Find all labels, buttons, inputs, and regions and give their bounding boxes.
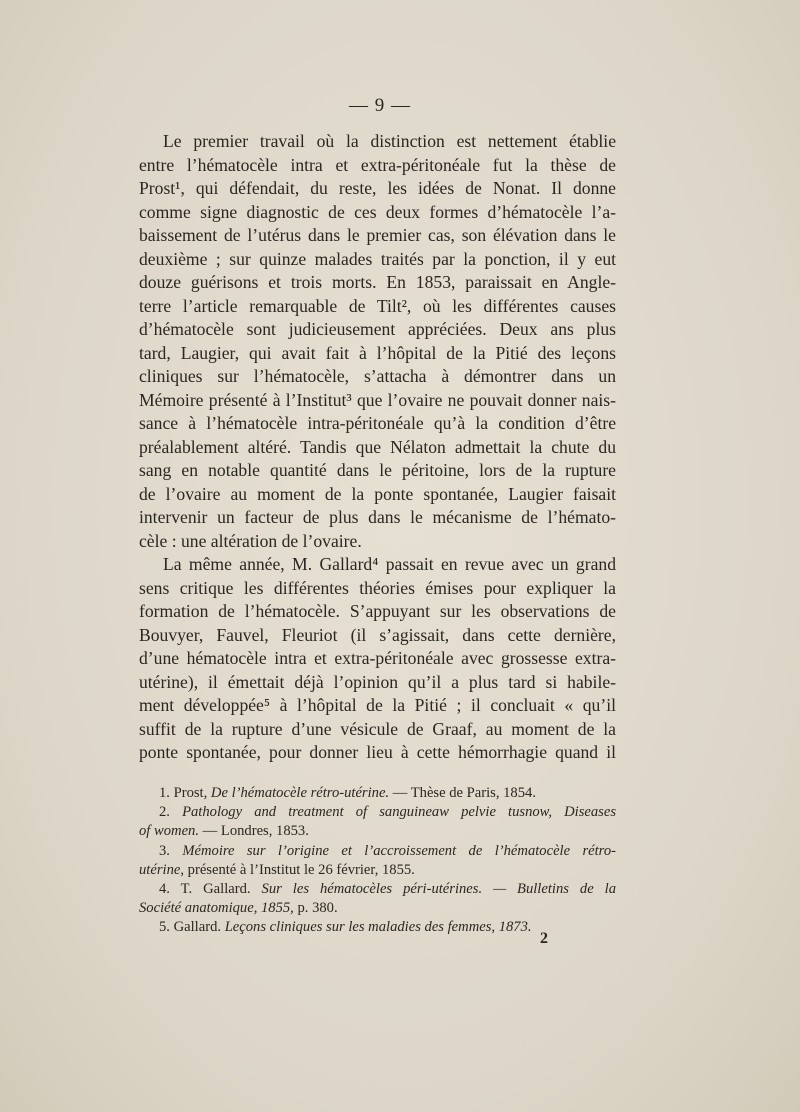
body-line: tard, Laugier, qui avait fait à l’hôpital de la Pitié des leçons — [139, 342, 616, 363]
body-line: utérine), il émettait déjà l’opinion qu’il a plus tard si habile- — [139, 671, 616, 692]
body-line: d’une hématocèle intra et extra-péritonéale avec grossesse extra- — [139, 648, 616, 668]
body-line: sens critique les différentes théories émises pour expliquer la — [139, 577, 616, 598]
body-line: Mémoire présenté à l’Institut³ que l’ovaire ne pouvait donner nais- — [139, 389, 616, 410]
body-line: d’hématocèle sont judicieusement appréciées. Deux ans plus — [139, 319, 616, 339]
footnote-4: 4. T. Gallard. Sur les hématocèles péri-utérines. — Bulletins de la — [159, 880, 616, 897]
body-line: sang en notable quantité dans le péritoine, lors de la rupture — [139, 460, 616, 480]
footnote-1: 1. Prost, De l’hématocèle rétro-utérine. — Thèse de Paris, 1854. — [159, 785, 536, 801]
footnote-4-cont: Société anatomique, 1855, p. 380. — [139, 900, 338, 917]
footnote-3: 3. Mémoire sur l’origine et l’accroissement de l’hématocèle rétro- — [159, 842, 616, 859]
body-line: baissement de l’utérus dans le premier cas, son élévation dans le — [139, 225, 616, 245]
body-line: préalablement altéré. Tandis que Nélaton admettait la chute du — [139, 436, 616, 457]
page-number: — 9 — — [349, 95, 411, 116]
body-line: comme signe diagnostic de ces deux formes d’hématocèle l’a- — [139, 201, 616, 222]
body-line: La même année, M. Gallard⁴ passait en revue avec un grand — [163, 554, 616, 574]
body-line: cèle : une altération de l’ovaire. — [139, 530, 362, 551]
footnote-2-cont: of women. — Londres, 1853. — [139, 823, 309, 840]
body-line: sance à l’hématocèle intra-péritonéale qu’à la condition d’être — [139, 413, 616, 433]
body-line: suffit de la rupture d’une vésicule de Graaf, au moment de la — [139, 718, 616, 739]
body-line: deuxième ; sur quinze malades traités par la ponction, il y eut — [139, 248, 616, 269]
body-line: de l’ovaire au moment de la ponte spontanée, Laugier faisait — [139, 483, 616, 504]
body-line: Prost¹, qui défendait, du reste, les idées de Nonat. Il donne — [139, 178, 616, 198]
body-line: Le premier travail où la distinction est nettement établie — [163, 131, 616, 151]
body-line: ment développée⁵ à l’hôpital de la Pitié ; il concluait « qu’il — [139, 695, 616, 715]
signature-mark: 2 — [540, 930, 548, 947]
footnote-5: 5. Gallard. Leçons cliniques sur les maladies des femmes, 1873. — [159, 919, 532, 936]
footnotes — [139, 784, 616, 938]
body-text — [139, 130, 616, 765]
body-line: douze guérisons et trois morts. En 1853, paraissait en Angle- — [139, 272, 616, 292]
body-line: terre l’article remarquable de Tilt², où les différentes causes — [139, 295, 616, 316]
footnote-2: 2. Pathology and treatment of sanguineaw pelvie tusnow, Diseases — [159, 804, 616, 821]
body-line: Bouvyer, Fauvel, Fleuriot (il s’agissait, dans cette dernière, — [139, 624, 616, 645]
body-line: formation de l’hématocèle. S’appuyant sur les observations de — [139, 601, 616, 621]
body-line: intervenir un facteur de plus dans le mécanisme de l’hémato- — [139, 507, 616, 527]
body-line: cliniques sur l’hématocèle, s’attacha à démontrer dans un — [139, 366, 616, 386]
body-line: entre l’hématocèle intra et extra-péritonéale fut la thèse de — [139, 154, 616, 175]
body-line: ponte spontanée, pour donner lieu à cette hémorrhagie quand il — [139, 742, 616, 762]
footnote-3-cont: utérine, présenté à l’Institut le 26 février, 1855. — [139, 861, 415, 878]
